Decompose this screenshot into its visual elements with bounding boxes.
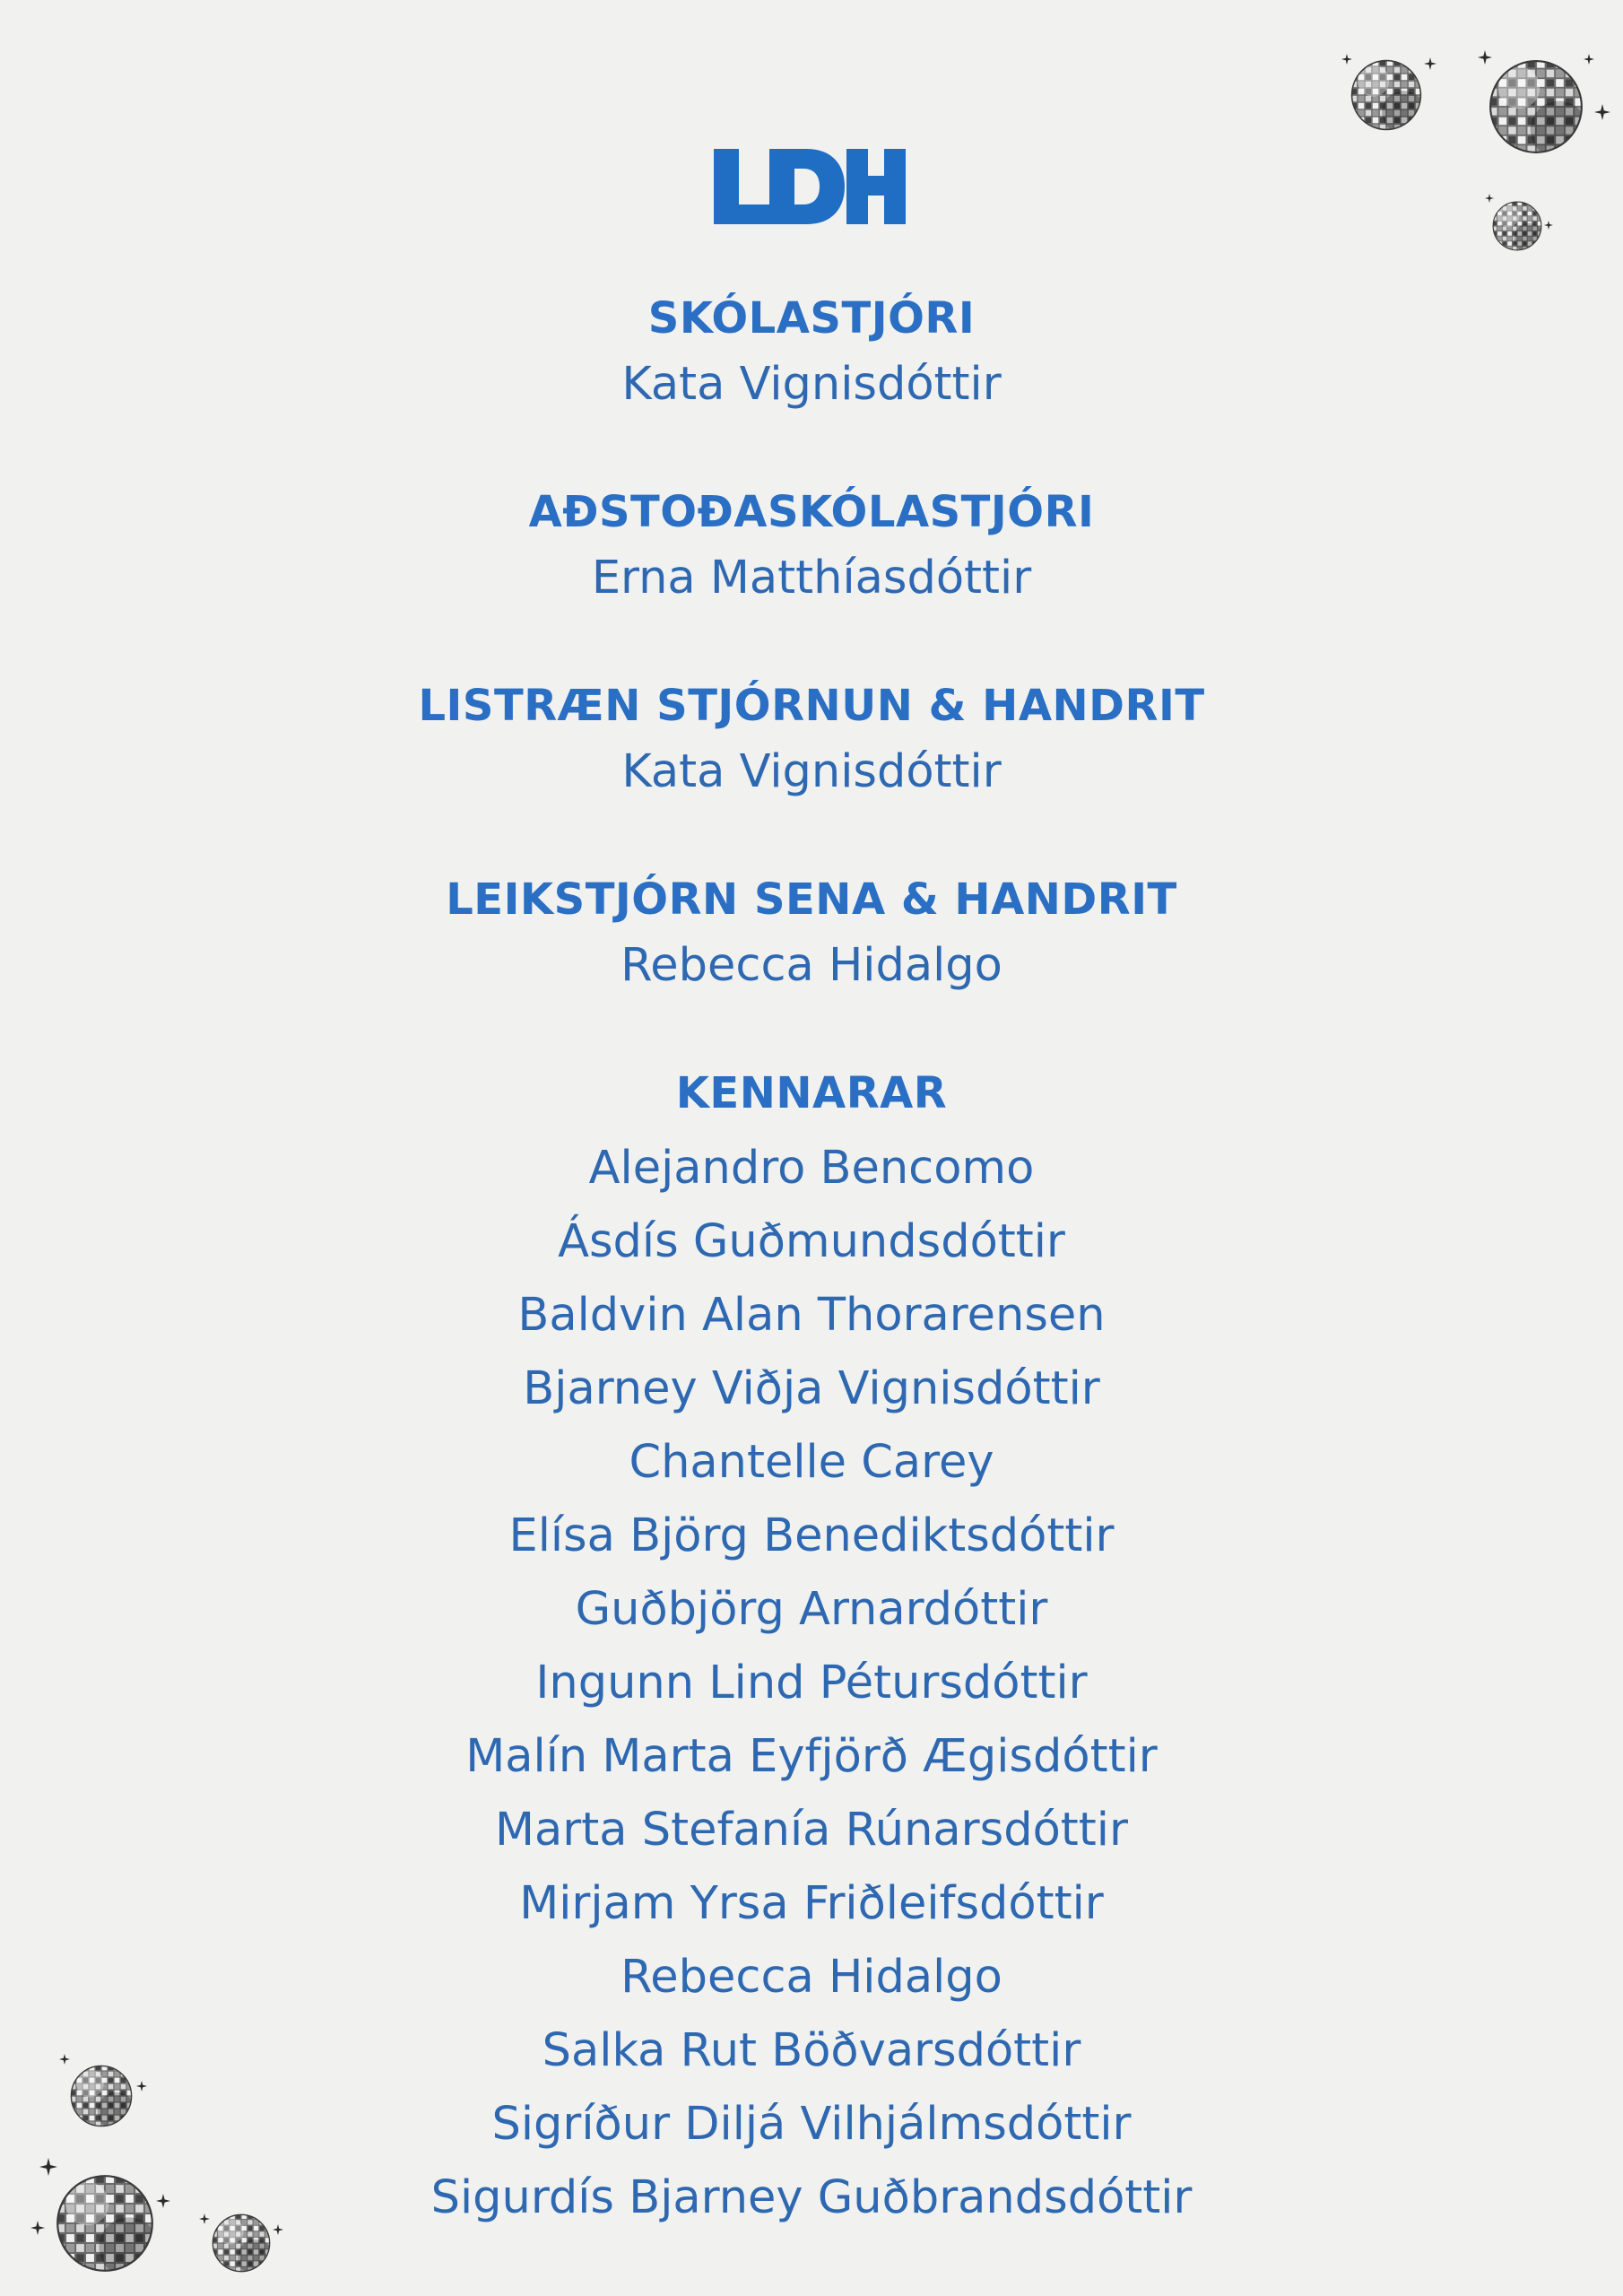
- ldh-logo: [714, 149, 906, 224]
- teacher-name: Ásdís Guðmundsdóttir: [558, 1215, 1065, 1268]
- disco-ball-icon: [1478, 50, 1621, 167]
- credit-section-artistic-direction: [0, 673, 1623, 805]
- credit-section-principal: [0, 285, 1623, 418]
- credit-section-scene-direction: [0, 866, 1623, 999]
- teacher-name: Elísa Björg Benediktsdóttir: [508, 1509, 1115, 1562]
- credits-list: [0, 285, 1623, 2296]
- person-name: Erna Matthíasdóttir: [591, 552, 1032, 604]
- teacher-name: Sigríður Diljá Vilhjálmsdóttir: [491, 2098, 1132, 2151]
- teacher-name: Baldvin Alan Thorarensen: [517, 1289, 1106, 1342]
- section-title: LISTRÆN STJÓRNUN & HANDRIT: [418, 681, 1205, 731]
- teacher-name: Chantelle Carey: [629, 1436, 994, 1489]
- teacher-name: Marta Stefanía Rúnarsdóttir: [495, 1804, 1128, 1857]
- teacher-name: Malín Marta Eyfjörð Ægisdóttir: [465, 1730, 1158, 1783]
- credit-section-vice-principal: [0, 479, 1623, 612]
- person-name: Rebecca Hidalgo: [621, 939, 1002, 992]
- teacher-name: Guðbjörg Arnardóttir: [575, 1583, 1048, 1636]
- teacher-name: Alejandro Bencomo: [588, 1142, 1035, 1195]
- section-title: AÐSTOÐASKÓLASTJÓRI: [528, 487, 1095, 537]
- teacher-name: Mirjam Yrsa Friðleifsdóttir: [519, 1877, 1104, 1930]
- teacher-name: Rebecca Hidalgo: [621, 1951, 1002, 2004]
- section-title: KENNARAR: [675, 1068, 948, 1118]
- teacher-name: Sigurdís Bjarney Guðbrandsdóttir: [430, 2171, 1193, 2224]
- credit-section-teachers: [0, 1060, 1623, 2235]
- person-name: Kata Vignisdóttir: [621, 745, 1002, 798]
- person-name: Kata Vignisdóttir: [621, 358, 1002, 411]
- disco-ball-icon: [1341, 50, 1449, 140]
- teacher-name: Salka Rut Böðvarsdóttir: [542, 2024, 1081, 2077]
- teacher-name: Ingunn Lind Pétursdóttir: [535, 1657, 1088, 1709]
- section-title: LEIKSTJÓRN SENA & HANDRIT: [446, 874, 1177, 925]
- ldh-logo-mark: [714, 149, 906, 224]
- disco-ball-icon: [1485, 194, 1557, 257]
- teacher-name: Bjarney Viðja Vignisdóttir: [523, 1362, 1100, 1415]
- section-title: SKÓLASTJÓRI: [647, 293, 976, 344]
